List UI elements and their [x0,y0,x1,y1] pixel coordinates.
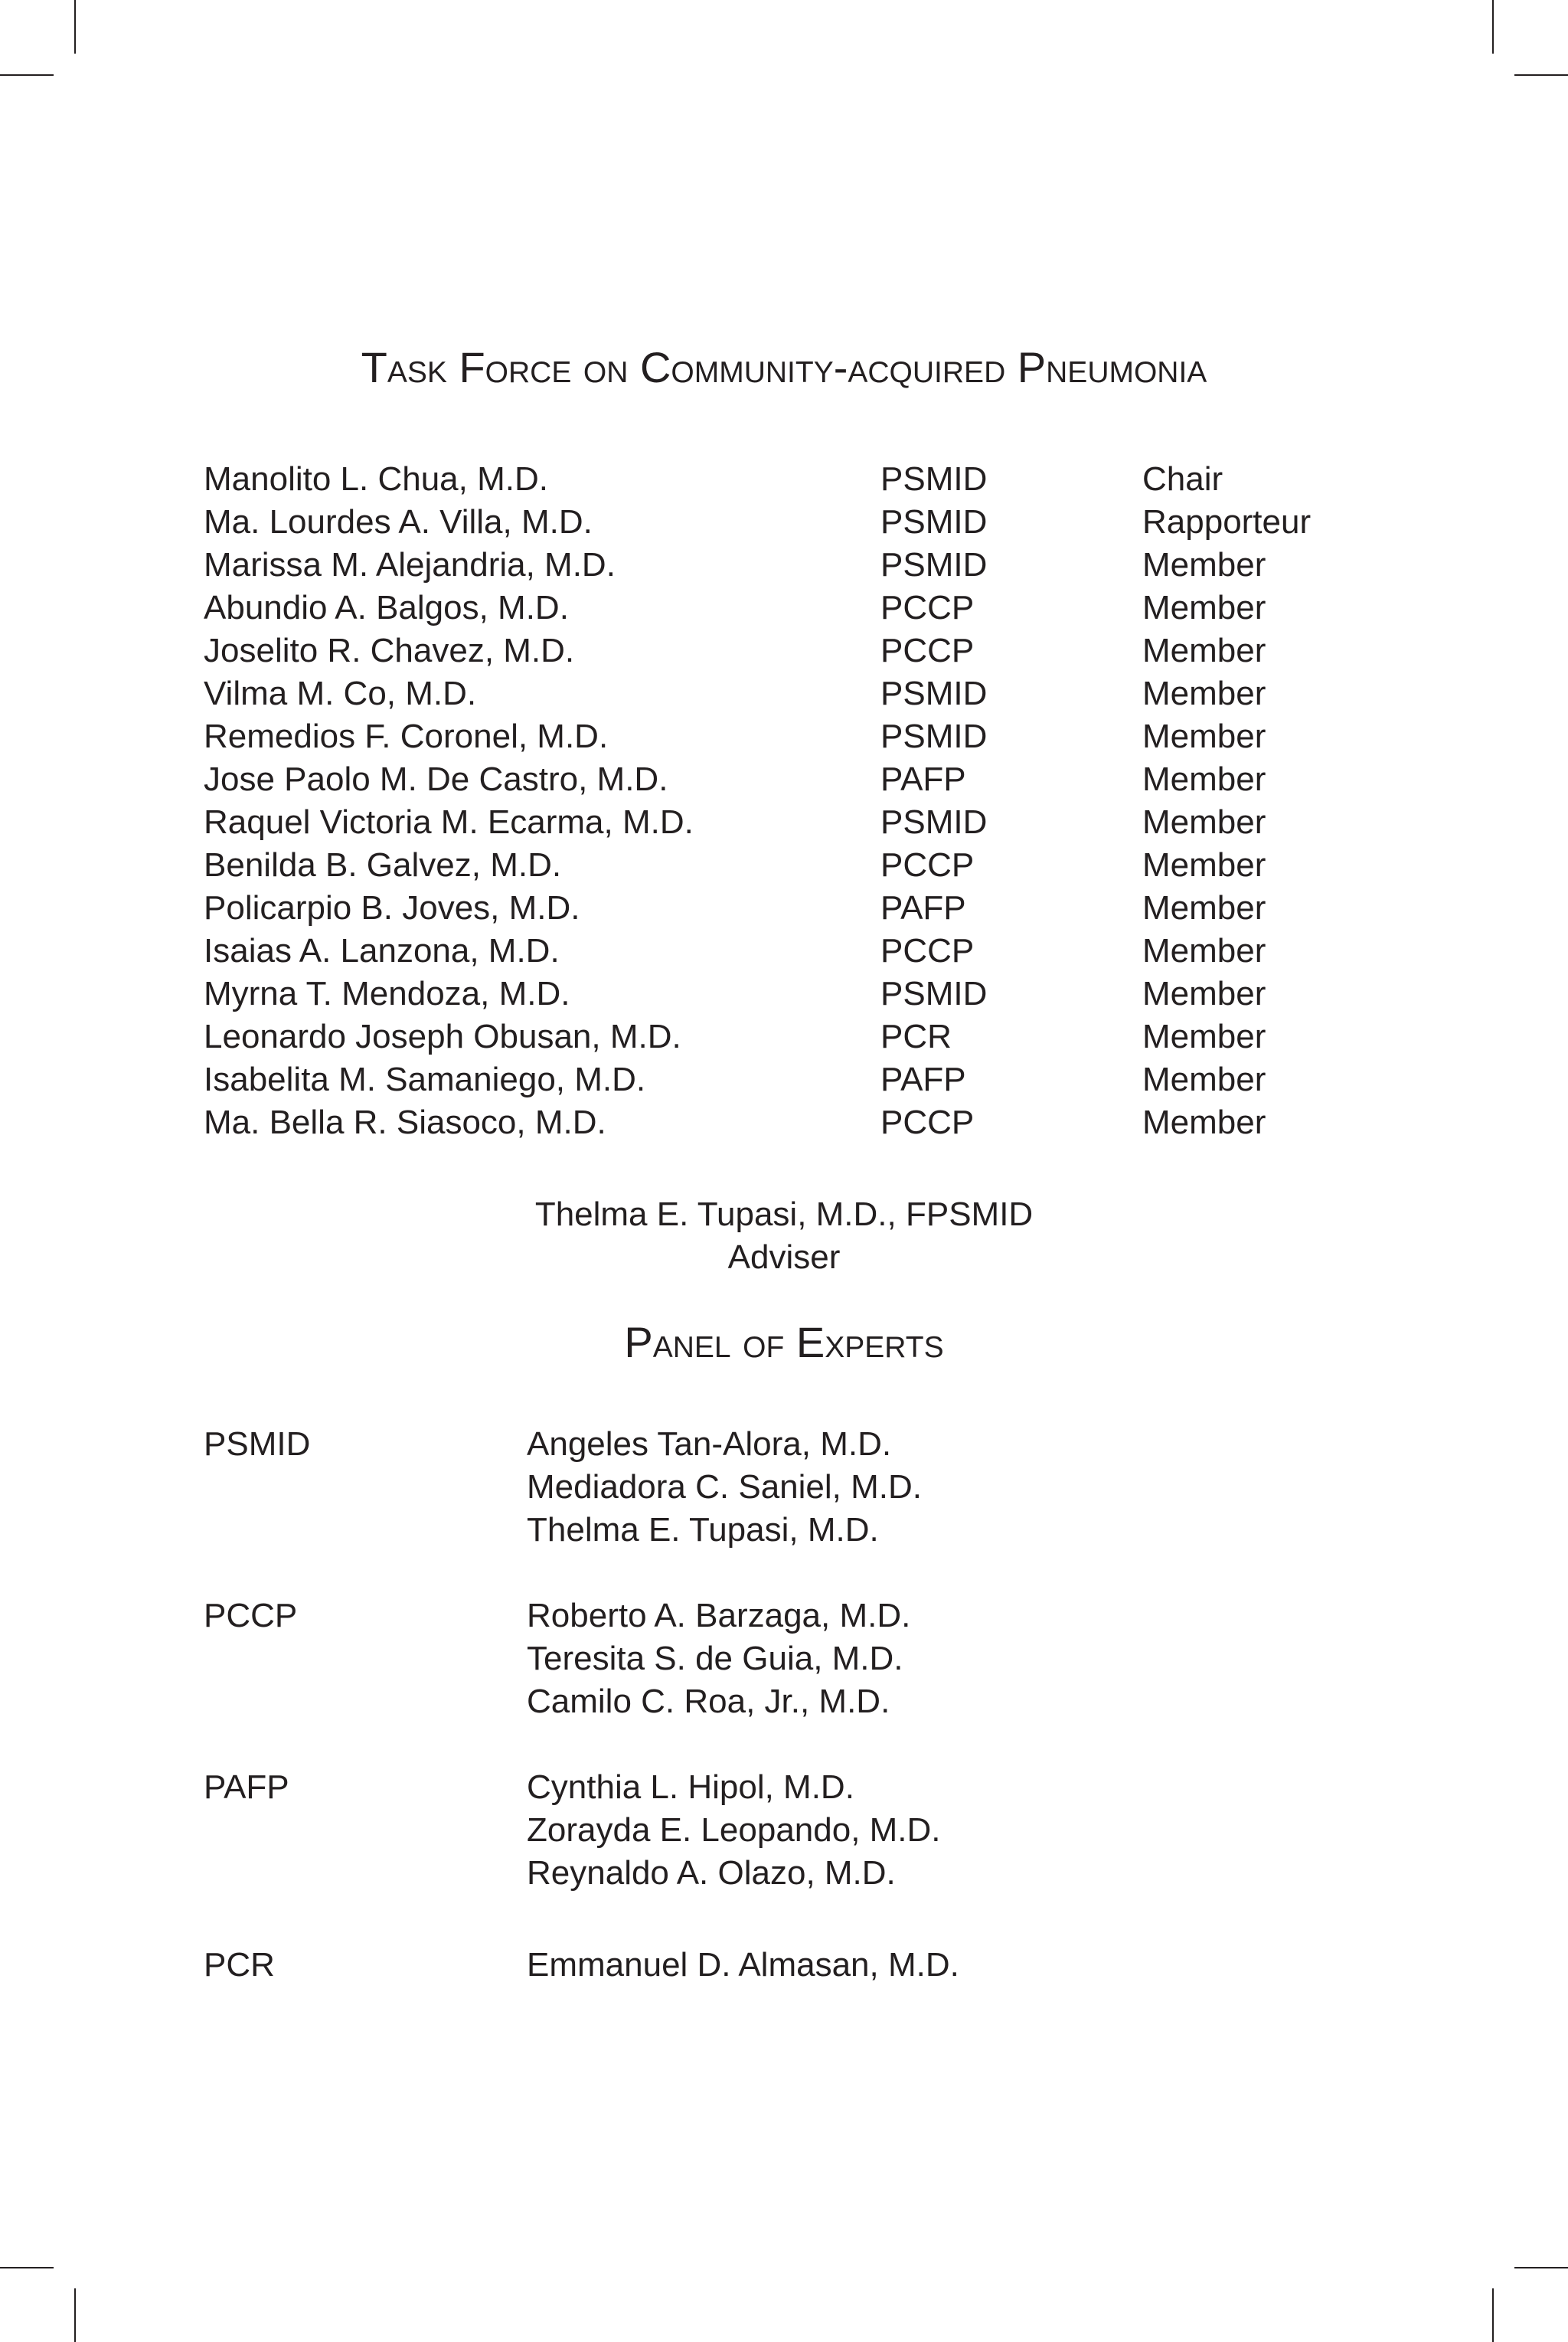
table-row [204,672,1429,715]
table-row [204,1101,1429,1144]
panel-org: PCCP [204,1597,298,1634]
crop-mark [74,2288,76,2342]
table-row [204,973,1429,1016]
member-name: Raquel Victoria M. Ecarma, M.D. [204,803,694,841]
member-org: PCCP [880,589,975,626]
member-org: PSMID [880,503,988,541]
member-role: Member [1142,1018,1266,1055]
member-org: PCCP [880,846,975,884]
member-org: PSMID [880,803,988,841]
member-role: Member [1142,1104,1266,1141]
crop-mark [74,0,76,54]
member-name: Marissa M. Alejandria, M.D. [204,546,616,584]
panel-member: Cynthia L. Hipol, M.D. [527,1768,854,1806]
crop-mark [1514,2267,1568,2268]
table-row [204,630,1429,672]
panel-member: Angeles Tan-Alora, M.D. [527,1425,892,1463]
panel-title: Panel of Experts [624,1318,944,1366]
panel-member: Reynaldo A. Olazo, M.D. [527,1854,896,1892]
member-name: Joselito R. Chavez, M.D. [204,632,575,669]
table-row [204,501,1429,544]
member-role: Chair [1142,460,1223,498]
table-row [204,587,1429,630]
panel-members [527,1766,941,1895]
table-row [204,844,1429,887]
member-name: Benilda B. Galvez, M.D. [204,846,562,884]
panel-members [527,1595,910,1723]
member-org: PSMID [880,675,988,712]
adviser-role: Adviser [727,1238,841,1276]
panel-org: PCR [204,1946,275,1984]
member-name: Manolito L. Chua, M.D. [204,460,548,498]
table-row [204,1016,1429,1058]
panel-members [527,1423,922,1552]
panel-member: Emmanuel D. Almasan, M.D. [527,1946,959,1984]
member-org: PCCP [880,1104,975,1141]
panel-members [527,1944,959,1987]
member-org: PCCP [880,932,975,970]
crop-mark [1492,0,1494,54]
panel-member: Teresita S. de Guia, M.D. [527,1640,903,1677]
member-name: Ma. Bella R. Siasoco, M.D. [204,1104,606,1141]
panel-org: PSMID [204,1425,311,1463]
member-org: PAFP [880,760,966,798]
task-force-title: Task Force on Community-acquired Pneumonia [361,343,1207,391]
member-role: Member [1142,546,1266,584]
member-role: Member [1142,846,1266,884]
table-row [204,715,1429,758]
member-name: Myrna T. Mendoza, M.D. [204,975,570,1012]
member-org: PCCP [880,632,975,669]
table-row [204,544,1429,587]
table-row [204,458,1429,501]
member-role: Member [1142,803,1266,841]
panel-member: Zorayda E. Leopando, M.D. [527,1811,941,1849]
member-role: Member [1142,632,1266,669]
crop-mark [1514,74,1568,76]
member-role: Rapporteur [1142,503,1312,541]
member-role: Member [1142,718,1266,755]
table-row [204,801,1429,844]
panel-member: Camilo C. Roa, Jr., M.D. [527,1683,890,1720]
member-role: Member [1142,589,1266,626]
task-force-table [204,458,1429,1144]
member-name: Abundio A. Balgos, M.D. [204,589,569,626]
member-name: Jose Paolo M. De Castro, M.D. [204,760,668,798]
table-row [204,887,1429,930]
member-name: Policarpio B. Joves, M.D. [204,889,580,927]
member-org: PSMID [880,460,988,498]
member-role: Member [1142,760,1266,798]
member-role: Member [1142,675,1266,712]
panel-member: Mediadora C. Saniel, M.D. [527,1468,922,1506]
member-org: PSMID [880,718,988,755]
member-role: Member [1142,889,1266,927]
crop-mark [0,74,54,76]
panel-member: Roberto A. Barzaga, M.D. [527,1597,911,1634]
crop-mark [0,2267,54,2268]
member-name: Isaias A. Lanzona, M.D. [204,932,560,970]
member-org: PSMID [880,975,988,1012]
member-name: Leonardo Joseph Obusan, M.D. [204,1018,681,1055]
table-row [204,758,1429,801]
member-name: Isabelita M. Samaniego, M.D. [204,1061,646,1098]
member-org: PAFP [880,889,966,927]
member-name: Remedios F. Coronel, M.D. [204,718,609,755]
member-name: Ma. Lourdes A. Villa, M.D. [204,503,593,541]
table-row [204,930,1429,973]
member-role: Member [1142,1061,1266,1098]
crop-mark [1492,2288,1494,2342]
panel-org: PAFP [204,1768,289,1806]
adviser-name: Thelma E. Tupasi, M.D., FPSMID [534,1196,1034,1233]
member-org: PCR [880,1018,952,1055]
member-org: PAFP [880,1061,966,1098]
member-name: Vilma M. Co, M.D. [204,675,477,712]
member-role: Member [1142,932,1266,970]
member-org: PSMID [880,546,988,584]
member-role: Member [1142,975,1266,1012]
panel-member: Thelma E. Tupasi, M.D. [527,1511,879,1549]
table-row [204,1058,1429,1101]
